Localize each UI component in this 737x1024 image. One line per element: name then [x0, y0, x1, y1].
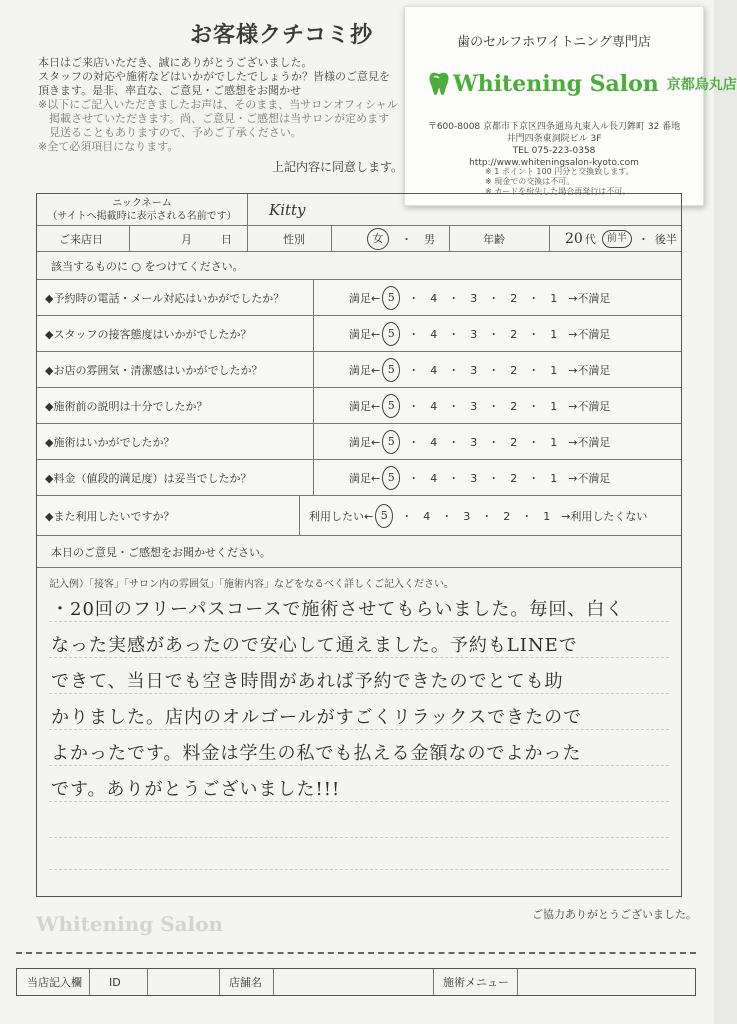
gender-male[interactable]: 男: [424, 232, 435, 246]
rating-selected[interactable]: 5: [382, 286, 400, 310]
instruction-text: 該当するものに ○ をつけてください。: [51, 259, 244, 273]
rating-scale: [349, 352, 683, 387]
intro-note: 見送ることもありますので、予めご了承ください。: [49, 126, 302, 139]
address-line: 井門四条東洞院ビル 3F: [506, 134, 602, 144]
age-unit: 代: [584, 232, 596, 246]
comment-line: なった実感があったので安心して通えました。予約もLINEで: [51, 635, 578, 656]
rating-scale: [349, 280, 683, 315]
comment-line: かりました。店内のオルゴールがすごくリラックスできたので: [51, 707, 583, 728]
question-row: [37, 496, 681, 536]
store-entry-footer: [16, 968, 696, 996]
salon-logo: [427, 71, 737, 97]
age-label: 年齢: [483, 232, 505, 246]
rating-scale: [349, 460, 683, 495]
question-row: [37, 424, 681, 460]
rating-selected[interactable]: 5: [382, 394, 400, 418]
watermark-logo: Whitening Salon: [36, 912, 224, 936]
card-tagline: 歯のセルフホワイトニング専門店: [457, 35, 651, 50]
comment-line: ・20回のフリーパスコースで施術させてもらいました。毎回、白く: [51, 599, 625, 620]
store-name-field[interactable]: [279, 969, 431, 995]
rating-left-label: 利用したい←: [309, 509, 374, 523]
cut-line: [16, 952, 696, 954]
rating-left-label: 満足←: [349, 363, 381, 377]
id-field[interactable]: [157, 969, 219, 995]
gender-options: [367, 226, 435, 251]
rating-left-label: 満足←: [349, 399, 381, 413]
rating-rest: ・ 4 ・ 3 ・ 2 ・ 1 →不満足: [408, 291, 611, 305]
rating-scale: [309, 496, 683, 535]
question-text: ◆お店の雰囲気・清潔感はいかがでしたか？: [45, 363, 263, 377]
month-label: 月: [181, 232, 192, 246]
rating-selected[interactable]: 5: [382, 430, 400, 454]
question-row: [37, 352, 681, 388]
rating-scale: [349, 316, 683, 351]
rating-rest: ・ 4 ・ 3 ・ 2 ・ 1 →不満足: [408, 435, 611, 449]
branch-name: 京都烏丸店: [666, 77, 737, 93]
rating-rest: ・ 4 ・ 3 ・ 2 ・ 1 →不満足: [408, 471, 611, 485]
address-line: 〒600-8008 京都市下京区四条通烏丸東入ル長刀鉾町 32 番地: [427, 122, 681, 132]
thanks-text: ご協力ありがとうございました。: [532, 908, 697, 921]
survey-form: [36, 193, 682, 897]
age-decade[interactable]: 20: [565, 230, 583, 247]
age-second-half[interactable]: 後半: [654, 232, 677, 246]
question-text: ◆施術前の説明は十分でしたか？: [45, 399, 208, 413]
nickname-label-sub: （サイトへ掲載時に表示される名前です）: [47, 210, 237, 222]
rating-selected[interactable]: 5: [375, 504, 393, 528]
intro-note: ※全て必須項目になります。: [38, 140, 179, 153]
rating-left-label: 満足←: [349, 291, 381, 305]
comment-line: よかったです。料金は学生の私でも払える金額なのでよかった: [51, 743, 582, 764]
rating-left-label: 満足←: [349, 327, 381, 341]
comment-line: できて、当日でも空き時間があれば予約できたのでとても助: [51, 671, 564, 692]
rating-scale: [349, 388, 683, 423]
intro-text: [38, 56, 418, 154]
page-title: お客様クチコミ抄: [190, 23, 374, 48]
card-address: [405, 121, 703, 169]
question-text: ◆また利用したいですか？: [45, 509, 175, 523]
card-note: ※ カードを紛失した場合再発行は不可。: [485, 187, 631, 196]
rating-selected[interactable]: 5: [382, 358, 400, 382]
store-name-label: 店舗名: [229, 976, 262, 989]
card-note: ※ 現金での交換は不可。: [485, 177, 575, 186]
menu-field[interactable]: [523, 969, 693, 995]
consent-text: 上記内容に同意します。: [272, 160, 404, 174]
instruction-row: [37, 252, 681, 280]
intro-note: 掲載させていただきます。尚、ご意見・ご感想は当サロンが定めます: [49, 112, 390, 125]
rating-left-label: 満足←: [349, 435, 381, 449]
gender-female-circled[interactable]: 女: [367, 228, 389, 250]
age-first-half-circled[interactable]: 前半: [602, 230, 632, 248]
brand-name: Whitening Salon: [453, 71, 659, 97]
question-text: ◆施術はいかがでしたか？: [45, 435, 175, 449]
question-row: [37, 316, 681, 352]
nickname-label-main: ニックネーム: [112, 197, 172, 209]
question-row: [37, 280, 681, 316]
question-row: [37, 460, 681, 496]
store-entry-label: 当店記入欄: [27, 976, 82, 989]
comment-prompt-row: [37, 536, 681, 568]
rating-rest: ・ 4 ・ 3 ・ 2 ・ 1 →不満足: [408, 363, 611, 377]
age-separator: ・: [637, 232, 649, 246]
rating-selected[interactable]: 5: [382, 466, 400, 490]
address-line: TEL 075-223-0358: [512, 146, 596, 156]
id-label: ID: [109, 975, 121, 989]
intro-line: 頂きます。是非、率直な、ご意見・ご感想をお聞かせ: [38, 84, 302, 97]
question-text: ◆スタッフの接客態度はいかがでしたか？: [45, 327, 252, 341]
gender-separator: ・: [401, 232, 412, 246]
day-label: 日: [221, 232, 232, 246]
intro-note: ※以下にご記入いただきましたお声は、そのまま、当サロンオフィシャル: [38, 98, 398, 111]
visit-date-label: ご来店日: [59, 232, 103, 246]
card-note: ※ 1 ポイント 100 円分と交換致します。: [485, 167, 634, 176]
salon-card: [404, 6, 737, 206]
comment-line: です。ありがとうございました!!!: [51, 779, 341, 800]
info-row: [37, 226, 681, 252]
nickname-field[interactable]: Kitty: [269, 200, 306, 219]
question-text: ◆料金（値段的満足度）は妥当でしたか？: [45, 471, 252, 485]
intro-line: 本日はご来店いただき、誠にありがとうございました。: [38, 56, 313, 69]
address-line: http://www.whiteningsalon-kyoto.com: [469, 158, 639, 168]
rating-selected[interactable]: 5: [382, 322, 400, 346]
rating-rest: ・ 4 ・ 3 ・ 2 ・ 1 →利用したくない: [401, 509, 648, 523]
nickname-row: [37, 194, 681, 226]
comment-prompt: 本日のご意見・ご感想をお聞かせください。: [51, 545, 271, 559]
rating-left-label: 満足←: [349, 471, 381, 485]
tooth-icon: [427, 71, 451, 97]
intro-line: スタッフの対応や施術などはいかがでしたでしょうか？皆様のご意見を: [38, 70, 390, 83]
comment-example: 記入例）「接客」「サロン内の雰囲気」「施術内容」などをなるべく詳しくご記入ください。: [49, 579, 454, 590]
rating-scale: [349, 424, 683, 459]
question-text: ◆予約時の電話・メール対応はいかがでしたか？: [45, 291, 285, 305]
nickname-label: [37, 194, 247, 225]
comment-area[interactable]: [37, 569, 681, 898]
rating-rest: ・ 4 ・ 3 ・ 2 ・ 1 →不満足: [408, 327, 611, 341]
gender-label: 性別: [283, 232, 305, 246]
menu-label: 施術メニュー: [443, 976, 509, 989]
question-row: [37, 388, 681, 424]
rating-rest: ・ 4 ・ 3 ・ 2 ・ 1 →不満足: [408, 399, 611, 413]
age-options: [565, 226, 677, 251]
